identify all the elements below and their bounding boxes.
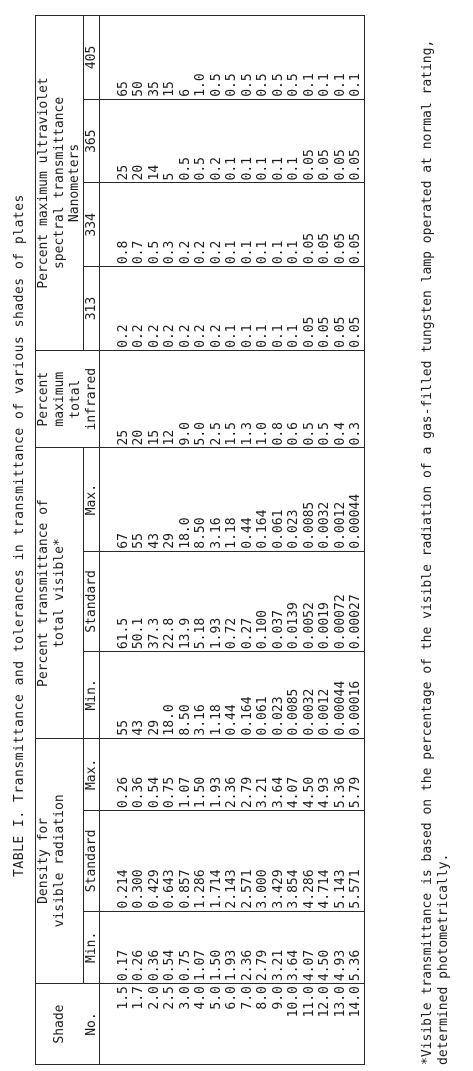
uv-313-cell: 0.2 bbox=[209, 267, 225, 351]
density-min-cell: 1.07 bbox=[193, 911, 209, 984]
uv-313-cell: 0.2 bbox=[116, 267, 132, 351]
uv-313-cell: 0.2 bbox=[193, 267, 209, 351]
visible-max-cell: 43 bbox=[147, 448, 163, 551]
visible-standard-cell: 0.037 bbox=[271, 551, 287, 651]
uv-405-cell: 0.5 bbox=[224, 16, 240, 100]
shade-no-cell: 12.0 bbox=[317, 984, 333, 1065]
uv-365-cell: 0.05 bbox=[348, 99, 364, 183]
infrared-max-cell: 1.3 bbox=[240, 350, 256, 448]
infrared-max-cell: 1.5 bbox=[224, 350, 240, 448]
density-max-cell: 1.07 bbox=[178, 738, 194, 811]
visible-max-cell: 1.18 bbox=[224, 448, 240, 551]
density-max-cell: 3.21 bbox=[255, 738, 271, 811]
uv-365-header: 365 bbox=[83, 99, 100, 183]
uv-405-cell: 0.1 bbox=[302, 16, 318, 100]
visible-max-cell: 0.0032 bbox=[317, 448, 333, 551]
visible-standard-cell: 0.0052 bbox=[302, 551, 318, 651]
table-row bbox=[333, 16, 349, 1065]
density-standard-cell: 3.429 bbox=[271, 811, 287, 911]
table-row bbox=[131, 16, 147, 1065]
visible-max-cell: 0.44 bbox=[240, 448, 256, 551]
density-min-cell: 4.07 bbox=[302, 911, 318, 984]
visible-standard-cell: 37.3 bbox=[147, 551, 163, 651]
infrared-max-cell: 0.5 bbox=[302, 350, 318, 448]
uv-365-cell: 0.1 bbox=[271, 99, 287, 183]
shade-no-cell: 2.0 bbox=[147, 984, 163, 1065]
uv-405-cell: 0.5 bbox=[240, 16, 256, 100]
infrared-max-cell: 0.8 bbox=[271, 350, 287, 448]
visible-standard-cell: 0.00072 bbox=[333, 551, 349, 651]
table-row bbox=[255, 16, 271, 1065]
uv-313-cell: 0.2 bbox=[162, 267, 178, 351]
nanometers-header: Nanometers bbox=[67, 16, 83, 351]
visible-standard-cell: 0.27 bbox=[240, 551, 256, 651]
uv-334-cell: 0.7 bbox=[131, 183, 147, 267]
infrared-header-2: maximum bbox=[52, 350, 68, 448]
visible-standard-cell: 0.0139 bbox=[286, 551, 302, 651]
uv-313-header: 313 bbox=[83, 267, 100, 351]
visible-max-cell: 3.16 bbox=[209, 448, 225, 551]
visible-min-cell: 0.023 bbox=[271, 652, 287, 738]
density-max-cell: 5.36 bbox=[333, 738, 349, 811]
transmittance-header-1: Percent transmittance of bbox=[36, 448, 52, 738]
density-max-cell: 0.36 bbox=[131, 738, 147, 811]
infrared-max-cell: 15 bbox=[147, 350, 163, 448]
visible-min-cell: 0.00016 bbox=[348, 652, 364, 738]
infrared-header-4: infrared bbox=[83, 350, 100, 448]
uv-313-cell: 0.1 bbox=[224, 267, 240, 351]
uv-405-cell: 0.5 bbox=[286, 16, 302, 100]
density-max-cell: 1.50 bbox=[193, 738, 209, 811]
density-min-cell: 0.26 bbox=[131, 911, 147, 984]
uv-405-cell: 0.5 bbox=[209, 16, 225, 100]
uv-313-cell: 0.2 bbox=[178, 267, 194, 351]
visible-max-cell: 0.023 bbox=[286, 448, 302, 551]
visible-min-cell: 43 bbox=[131, 652, 147, 738]
uv-365-cell: 0.5 bbox=[178, 99, 194, 183]
shade-no-cell: 9.0 bbox=[271, 984, 287, 1065]
density-standard-cell: 5.143 bbox=[333, 811, 349, 911]
density-max-cell: 1.93 bbox=[209, 738, 225, 811]
density-standard-cell: 5.571 bbox=[348, 811, 364, 911]
uv-365-cell: 0.1 bbox=[224, 99, 240, 183]
visible-max-cell: 55 bbox=[131, 448, 147, 551]
density-standard-cell: 1.286 bbox=[193, 811, 209, 911]
density-max-cell: 5.79 bbox=[348, 738, 364, 811]
transmittance-table bbox=[35, 15, 365, 1065]
uv-334-cell: 0.1 bbox=[286, 183, 302, 267]
uv-334-header: 334 bbox=[83, 183, 100, 267]
density-standard-cell: 4.714 bbox=[317, 811, 333, 911]
density-min-cell: 2.79 bbox=[255, 911, 271, 984]
visible-standard-cell: 0.72 bbox=[224, 551, 240, 651]
visible-standard-cell: 5.18 bbox=[193, 551, 209, 651]
shade-no-cell: 8.0 bbox=[255, 984, 271, 1065]
shade-no-cell: 10.0 bbox=[286, 984, 302, 1065]
uv-334-cell: 0.2 bbox=[193, 183, 209, 267]
density-max-cell: 4.07 bbox=[286, 738, 302, 811]
visible-standard-cell: 0.0019 bbox=[317, 551, 333, 651]
density-standard-cell: 3.000 bbox=[255, 811, 271, 911]
visible-standard-cell: 0.100 bbox=[255, 551, 271, 651]
table-row bbox=[302, 16, 318, 1065]
table-row bbox=[348, 16, 364, 1065]
uv-365-cell: 0.5 bbox=[193, 99, 209, 183]
infrared-header-3: total bbox=[67, 350, 83, 448]
table-row bbox=[240, 16, 256, 1065]
density-standard-cell: 2.571 bbox=[240, 811, 256, 911]
uv-313-cell: 0.2 bbox=[147, 267, 163, 351]
density-min-cell: 3.21 bbox=[271, 911, 287, 984]
uv-334-cell: 0.5 bbox=[147, 183, 163, 267]
uv-405-header: 405 bbox=[83, 16, 100, 100]
table-row bbox=[193, 16, 209, 1065]
table-row bbox=[162, 16, 178, 1065]
density-standard-cell: 0.857 bbox=[178, 811, 194, 911]
uv-365-cell: 14 bbox=[147, 99, 163, 183]
visible-max-cell: 8.50 bbox=[193, 448, 209, 551]
visible-standard-cell: 61.5 bbox=[116, 551, 132, 651]
table-row bbox=[224, 16, 240, 1065]
infrared-max-cell: 2.5 bbox=[209, 350, 225, 448]
visible-min-cell: 55 bbox=[116, 652, 132, 738]
uv-334-cell: 0.3 bbox=[162, 183, 178, 267]
shade-no-cell: 1.5 bbox=[116, 984, 132, 1065]
infrared-max-cell: 25 bbox=[116, 350, 132, 448]
density-standard-cell: 0.429 bbox=[147, 811, 163, 911]
uv-334-cell: 0.05 bbox=[317, 183, 333, 267]
visible-min-cell: 18.0 bbox=[162, 652, 178, 738]
visible-max-cell: 29 bbox=[162, 448, 178, 551]
uv-313-cell: 0.05 bbox=[302, 267, 318, 351]
uv-334-cell: 0.2 bbox=[178, 183, 194, 267]
visible-min-cell: 29 bbox=[147, 652, 163, 738]
table-row bbox=[178, 16, 194, 1065]
density-max-cell: 0.75 bbox=[162, 738, 178, 811]
shade-no-cell: 5.0 bbox=[209, 984, 225, 1065]
visible-max-header: Max. bbox=[83, 448, 100, 551]
visible-min-cell: 0.00044 bbox=[333, 652, 349, 738]
density-min-cell: 4.93 bbox=[333, 911, 349, 984]
density-max-cell: 2.79 bbox=[240, 738, 256, 811]
visible-min-cell: 1.18 bbox=[209, 652, 225, 738]
density-max-cell: 2.36 bbox=[224, 738, 240, 811]
shade-no-cell: 7.0 bbox=[240, 984, 256, 1065]
visible-min-cell: 0.0085 bbox=[286, 652, 302, 738]
uv-header-2: spectral transmittance bbox=[52, 16, 68, 351]
density-min-cell: 0.54 bbox=[162, 911, 178, 984]
table-row bbox=[317, 16, 333, 1065]
visible-max-cell: 0.061 bbox=[271, 448, 287, 551]
uv-405-cell: 1.0 bbox=[193, 16, 209, 100]
uv-405-cell: 35 bbox=[147, 16, 163, 100]
visible-max-cell: 0.00044 bbox=[348, 448, 364, 551]
uv-334-cell: 0.1 bbox=[224, 183, 240, 267]
density-standard-cell: 2.143 bbox=[224, 811, 240, 911]
shade-no-cell: 13.0 bbox=[333, 984, 349, 1065]
density-min-header: Min. bbox=[83, 911, 100, 984]
no-header: No. bbox=[83, 984, 100, 1065]
uv-365-cell: 0.1 bbox=[255, 99, 271, 183]
infrared-max-cell: 0.6 bbox=[286, 350, 302, 448]
density-standard-cell: 3.854 bbox=[286, 811, 302, 911]
density-min-cell: 3.64 bbox=[286, 911, 302, 984]
visible-min-cell: 0.061 bbox=[255, 652, 271, 738]
infrared-max-cell: 0.5 bbox=[317, 350, 333, 448]
visible-max-cell: 67 bbox=[116, 448, 132, 551]
footnote: *Visible transmittance is based on the percentage of the visible radiation of a gas-filled tungsten lamp operated at normal rating, determined photometrically. bbox=[420, 39, 451, 1065]
visible-max-cell: 0.0085 bbox=[302, 448, 318, 551]
uv-365-cell: 0.05 bbox=[317, 99, 333, 183]
uv-313-cell: 0.1 bbox=[271, 267, 287, 351]
density-min-cell: 1.93 bbox=[224, 911, 240, 984]
uv-334-cell: 0.2 bbox=[209, 183, 225, 267]
density-min-cell: 1.50 bbox=[209, 911, 225, 984]
infrared-max-cell: 20 bbox=[131, 350, 147, 448]
density-standard-cell: 1.714 bbox=[209, 811, 225, 911]
uv-405-cell: 0.5 bbox=[255, 16, 271, 100]
density-max-cell: 3.64 bbox=[271, 738, 287, 811]
density-max-cell: 0.54 bbox=[147, 738, 163, 811]
density-header-1: Density for bbox=[36, 738, 52, 984]
visible-min-cell: 0.0012 bbox=[317, 652, 333, 738]
infrared-header-1: Percent bbox=[36, 350, 52, 448]
uv-365-cell: 0.2 bbox=[209, 99, 225, 183]
uv-334-cell: 0.1 bbox=[271, 183, 287, 267]
shade-header-1: Shade bbox=[52, 984, 68, 1065]
shade-no-cell: 3.0 bbox=[178, 984, 194, 1065]
visible-standard-header: Standard bbox=[83, 551, 100, 651]
shade-no-cell: 4.0 bbox=[193, 984, 209, 1065]
visible-min-cell: 0.44 bbox=[224, 652, 240, 738]
uv-405-cell: 50 bbox=[131, 16, 147, 100]
density-min-cell: 4.50 bbox=[317, 911, 333, 984]
uv-313-cell: 0.05 bbox=[348, 267, 364, 351]
shade-no-cell: 6.0 bbox=[224, 984, 240, 1065]
shade-no-cell: 14.0 bbox=[348, 984, 364, 1065]
uv-365-cell: 0.1 bbox=[286, 99, 302, 183]
density-max-header: Max. bbox=[83, 738, 100, 811]
visible-min-cell: 0.0032 bbox=[302, 652, 318, 738]
visible-max-cell: 0.0012 bbox=[333, 448, 349, 551]
uv-313-cell: 0.1 bbox=[240, 267, 256, 351]
uv-405-cell: 0.5 bbox=[271, 16, 287, 100]
uv-365-cell: 0.05 bbox=[302, 99, 318, 183]
density-standard-cell: 0.643 bbox=[162, 811, 178, 911]
uv-405-cell: 65 bbox=[116, 16, 132, 100]
uv-365-cell: 0.05 bbox=[333, 99, 349, 183]
uv-313-cell: 0.2 bbox=[131, 267, 147, 351]
transmittance-header-2: total visible* bbox=[52, 448, 68, 738]
uv-334-cell: 0.1 bbox=[255, 183, 271, 267]
uv-313-cell: 0.05 bbox=[333, 267, 349, 351]
visible-min-cell: 0.164 bbox=[240, 652, 256, 738]
uv-header-1: Percent maximum ultraviolet bbox=[36, 16, 52, 351]
visible-min-header: Min. bbox=[83, 652, 100, 738]
uv-334-cell: 0.8 bbox=[116, 183, 132, 267]
visible-min-cell: 8.50 bbox=[178, 652, 194, 738]
infrared-max-cell: 5.0 bbox=[193, 350, 209, 448]
visible-standard-cell: 13.9 bbox=[178, 551, 194, 651]
density-min-cell: 0.75 bbox=[178, 911, 194, 984]
density-max-cell: 4.93 bbox=[317, 738, 333, 811]
table-row bbox=[116, 16, 132, 1065]
density-standard-header: Standard bbox=[83, 811, 100, 911]
visible-max-cell: 18.0 bbox=[178, 448, 194, 551]
uv-405-cell: 0.1 bbox=[333, 16, 349, 100]
shade-no-cell: 11.0 bbox=[302, 984, 318, 1065]
table-row bbox=[286, 16, 302, 1065]
density-standard-cell: 4.286 bbox=[302, 811, 318, 911]
uv-334-cell: 0.05 bbox=[348, 183, 364, 267]
density-standard-cell: 0.300 bbox=[131, 811, 147, 911]
visible-max-cell: 0.164 bbox=[255, 448, 271, 551]
uv-334-cell: 0.05 bbox=[333, 183, 349, 267]
table-row bbox=[147, 16, 163, 1065]
infrared-max-cell: 9.0 bbox=[178, 350, 194, 448]
infrared-max-cell: 12 bbox=[162, 350, 178, 448]
uv-313-cell: 0.1 bbox=[255, 267, 271, 351]
uv-405-cell: 0.1 bbox=[317, 16, 333, 100]
uv-365-cell: 25 bbox=[116, 99, 132, 183]
uv-313-cell: 0.1 bbox=[286, 267, 302, 351]
table-title: TABLE I. Transmittance and tolerances in transmittance of various shades of plates bbox=[12, 194, 27, 877]
infrared-max-cell: 0.4 bbox=[333, 350, 349, 448]
uv-405-cell: 6 bbox=[178, 16, 194, 100]
density-max-cell: 4.50 bbox=[302, 738, 318, 811]
uv-334-cell: 0.05 bbox=[302, 183, 318, 267]
density-max-cell: 0.26 bbox=[116, 738, 132, 811]
uv-365-cell: 20 bbox=[131, 99, 147, 183]
uv-365-cell: 0.1 bbox=[240, 99, 256, 183]
uv-405-cell: 15 bbox=[162, 16, 178, 100]
density-min-cell: 0.17 bbox=[116, 911, 132, 984]
density-min-cell: 2.36 bbox=[240, 911, 256, 984]
uv-405-cell: 0.1 bbox=[348, 16, 364, 100]
infrared-max-cell: 1.0 bbox=[255, 350, 271, 448]
uv-313-cell: 0.05 bbox=[317, 267, 333, 351]
shade-no-cell: 1.7 bbox=[131, 984, 147, 1065]
density-min-cell: 0.36 bbox=[147, 911, 163, 984]
density-standard-cell: 0.214 bbox=[116, 811, 132, 911]
visible-standard-cell: 22.8 bbox=[162, 551, 178, 651]
table-row bbox=[209, 16, 225, 1065]
visible-standard-cell: 1.93 bbox=[209, 551, 225, 651]
uv-365-cell: 5 bbox=[162, 99, 178, 183]
visible-standard-cell: 50.1 bbox=[131, 551, 147, 651]
visible-min-cell: 3.16 bbox=[193, 652, 209, 738]
visible-standard-cell: 0.00027 bbox=[348, 551, 364, 651]
infrared-max-cell: 0.3 bbox=[348, 350, 364, 448]
density-header-2: visible radiation bbox=[52, 738, 68, 984]
density-min-cell: 5.36 bbox=[348, 911, 364, 984]
uv-334-cell: 0.1 bbox=[240, 183, 256, 267]
shade-no-cell: 2.5 bbox=[162, 984, 178, 1065]
table-row bbox=[271, 16, 287, 1065]
